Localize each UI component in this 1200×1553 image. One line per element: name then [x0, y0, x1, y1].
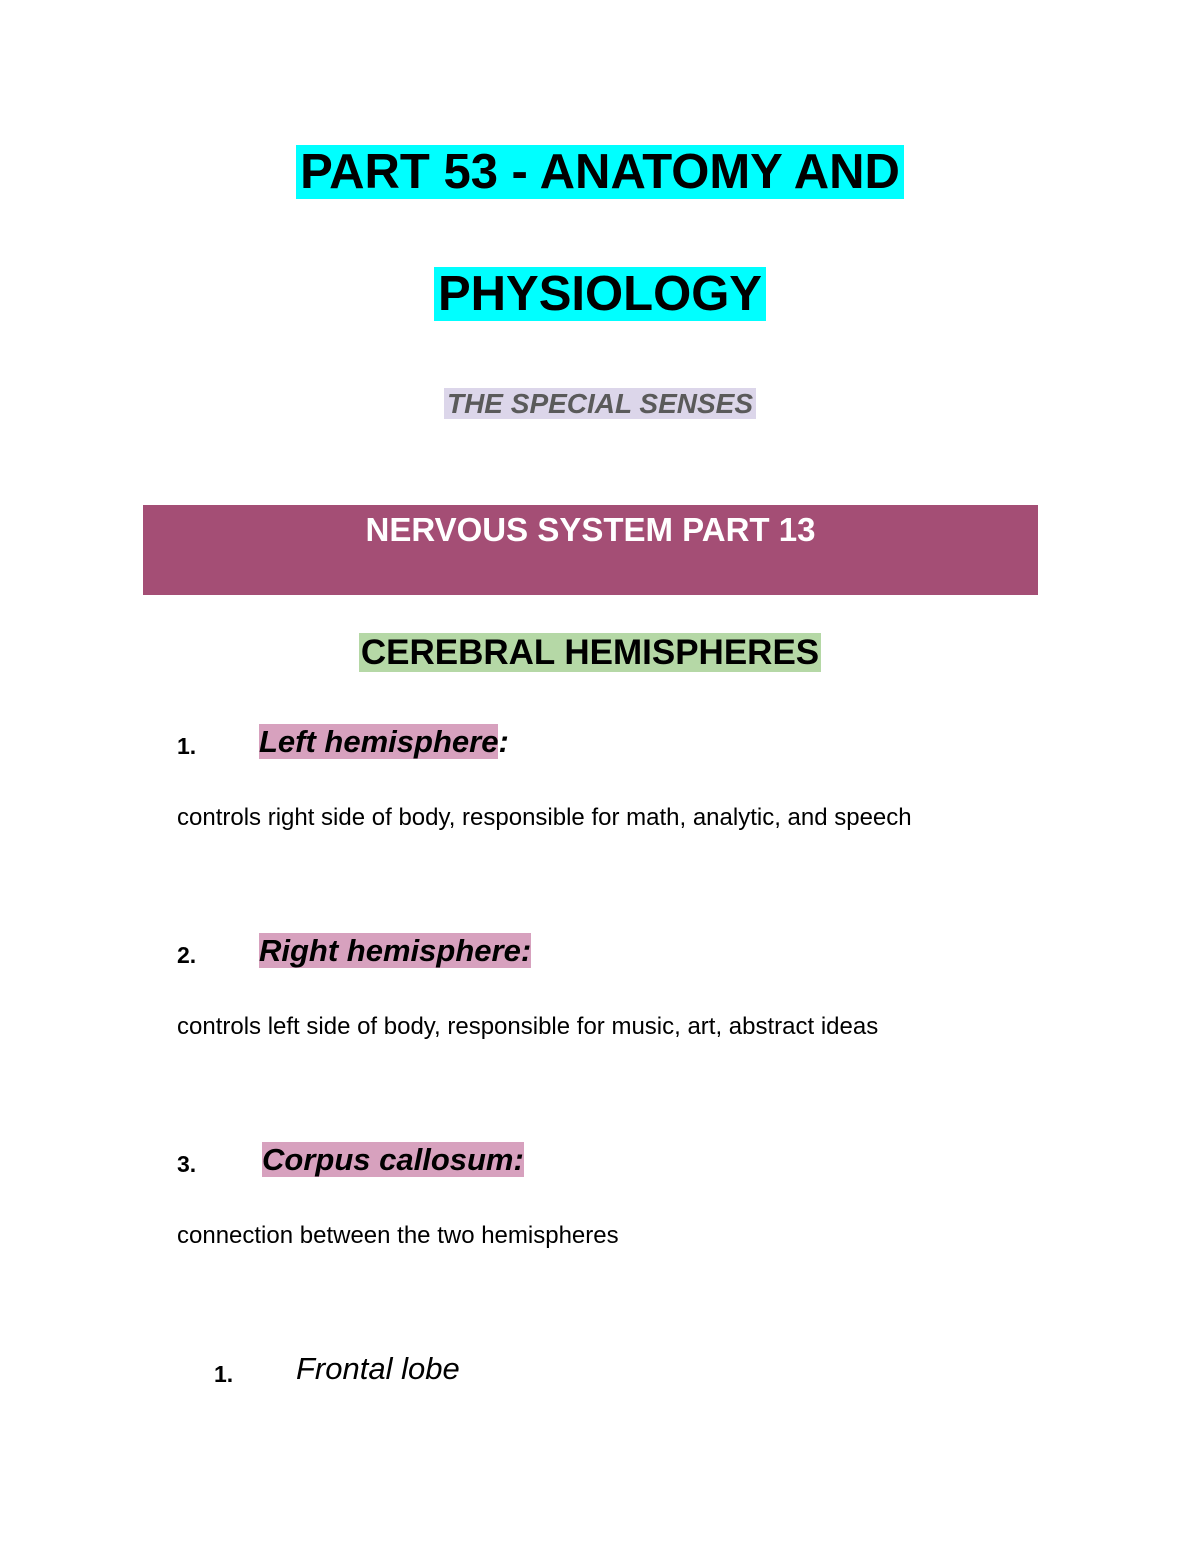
- item-term: Corpus callosum:: [262, 1142, 524, 1177]
- section-banner-text: NERVOUS SYSTEM PART 13: [365, 511, 816, 548]
- item-number: 1.: [177, 733, 197, 759]
- item-description: connection between the two hemispheres: [177, 1222, 619, 1249]
- item-number: 3.: [177, 1151, 197, 1177]
- item-number: 2.: [177, 942, 197, 968]
- item-description: controls left side of body, responsible for music, art, abstract ideas: [177, 1013, 879, 1040]
- item-description: controls right side of body, responsible for math, analytic, and speech: [177, 804, 912, 831]
- item-term: Right hemisphere:: [259, 933, 532, 968]
- document-title-line-1: PART 53 - ANATOMY AND: [0, 141, 1200, 203]
- sub-item-term: Frontal lobe: [296, 1351, 460, 1386]
- section-heading: CEREBRAL HEMISPHERES: [360, 633, 820, 672]
- item-term: Left hemisphere:: [259, 724, 509, 759]
- document-title-line-2: PHYSIOLOGY: [0, 263, 1200, 325]
- sub-item-number: 1.: [214, 1361, 234, 1387]
- document-subtitle: THE SPECIAL SENSES: [0, 385, 1200, 423]
- section-banner: [143, 505, 1038, 595]
